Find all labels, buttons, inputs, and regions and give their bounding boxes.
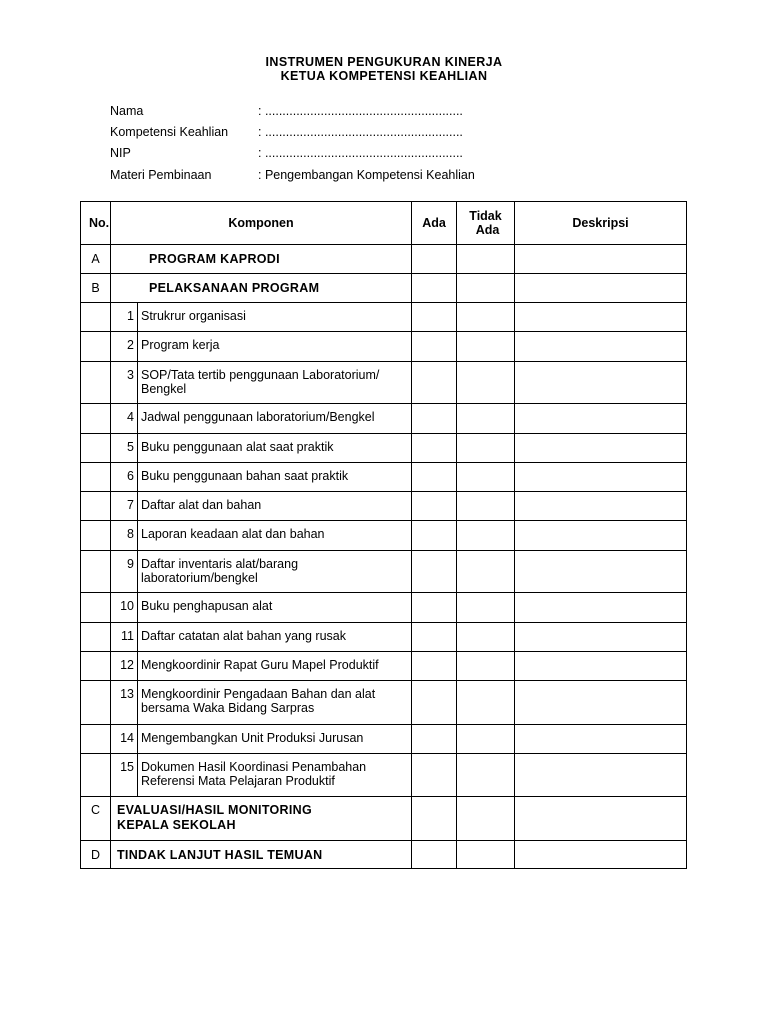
table-row xyxy=(81,303,687,332)
blank-cell xyxy=(81,492,111,521)
ada-cell[interactable] xyxy=(412,681,457,725)
table-row xyxy=(81,593,687,623)
section-letter: A xyxy=(81,245,111,274)
tidak-ada-cell[interactable] xyxy=(457,434,515,463)
item-line1: Buku penghapusan alat xyxy=(141,599,273,613)
header-tidak-ada-line2: Ada xyxy=(475,223,500,237)
item-number: 5 xyxy=(111,434,138,463)
section-letter: D xyxy=(81,841,111,869)
table-row xyxy=(81,652,687,681)
deskripsi-cell[interactable] xyxy=(515,274,687,303)
item-number: 10 xyxy=(111,593,138,623)
item-text xyxy=(138,681,412,725)
item-number: 7 xyxy=(111,492,138,521)
ada-cell[interactable] xyxy=(412,623,457,652)
ada-cell[interactable] xyxy=(412,551,457,593)
info-value: : Pengembangan Kompetensi Keahlian xyxy=(258,168,475,182)
item-line1: Buku penggunaan alat saat praktik xyxy=(141,440,334,454)
deskripsi-cell[interactable] xyxy=(515,434,687,463)
item-line1: Daftar alat dan bahan xyxy=(141,498,262,512)
table-row xyxy=(81,623,687,652)
item-text xyxy=(138,362,412,404)
deskripsi-cell[interactable] xyxy=(515,303,687,332)
table-row xyxy=(81,434,687,463)
ada-cell[interactable] xyxy=(412,492,457,521)
tidak-ada-cell[interactable] xyxy=(457,303,515,332)
item-text xyxy=(138,754,412,797)
section-row-c xyxy=(81,797,687,841)
document-title-line2: KETUA KOMPETENSI KEAHLIAN xyxy=(280,69,488,83)
tidak-ada-cell[interactable] xyxy=(457,797,515,841)
document-title-line1: INSTRUMEN PENGUKURAN KINERJA xyxy=(265,55,503,69)
blank-cell xyxy=(81,551,111,593)
item-number: 1 xyxy=(111,303,138,332)
ada-cell[interactable] xyxy=(412,652,457,681)
item-number: 6 xyxy=(111,463,138,492)
tidak-ada-cell[interactable] xyxy=(457,245,515,274)
tidak-ada-cell[interactable] xyxy=(457,463,515,492)
deskripsi-cell[interactable] xyxy=(515,245,687,274)
item-number: 13 xyxy=(111,681,138,725)
item-number: 9 xyxy=(111,551,138,593)
deskripsi-cell[interactable] xyxy=(515,754,687,797)
blank-cell xyxy=(81,463,111,492)
item-number: 12 xyxy=(111,652,138,681)
item-line1: SOP/Tata tertib penggunaan Laboratorium/ xyxy=(141,368,380,382)
info-value: : ......................................................... xyxy=(258,146,463,160)
item-text xyxy=(138,551,412,593)
blank-cell xyxy=(81,681,111,725)
blank-cell xyxy=(81,303,111,332)
section-label: TINDAK LANJUT HASIL TEMUAN xyxy=(111,841,412,869)
table-row xyxy=(81,681,687,725)
item-line1: Mengkoordinir Pengadaan Bahan dan alat xyxy=(141,687,376,701)
info-label: Kompetensi Keahlian xyxy=(110,125,229,139)
header-deskripsi: Deskripsi xyxy=(515,202,687,245)
blank-cell xyxy=(81,521,111,551)
table-row xyxy=(81,754,687,797)
deskripsi-cell[interactable] xyxy=(515,404,687,434)
ada-cell[interactable] xyxy=(412,303,457,332)
header-tidak-ada xyxy=(457,202,515,245)
item-line1: Program kerja xyxy=(141,338,220,352)
table-row xyxy=(81,362,687,404)
deskripsi-cell[interactable] xyxy=(515,362,687,404)
item-number: 3 xyxy=(111,362,138,404)
deskripsi-cell[interactable] xyxy=(515,492,687,521)
deskripsi-cell[interactable] xyxy=(515,797,687,841)
item-text xyxy=(138,593,412,623)
section-letter: C xyxy=(81,797,111,841)
ada-cell[interactable] xyxy=(412,245,457,274)
assessment-table xyxy=(80,201,687,869)
blank-cell xyxy=(81,362,111,404)
table-row xyxy=(81,463,687,492)
info-label: NIP xyxy=(110,146,131,160)
item-line1: Strukrur organisasi xyxy=(141,309,246,323)
item-number: 11 xyxy=(111,623,138,652)
item-line1: Buku penggunaan bahan saat praktik xyxy=(141,469,349,483)
tidak-ada-cell[interactable] xyxy=(457,754,515,797)
tidak-ada-cell[interactable] xyxy=(457,725,515,754)
deskripsi-cell[interactable] xyxy=(515,593,687,623)
tidak-ada-cell[interactable] xyxy=(457,492,515,521)
blank-cell xyxy=(81,725,111,754)
item-text xyxy=(138,434,412,463)
blank-cell xyxy=(81,652,111,681)
item-line1: Dokumen Hasil Koordinasi Penambahan xyxy=(141,760,367,774)
ada-cell[interactable] xyxy=(412,725,457,754)
section-row-a xyxy=(81,245,687,274)
section-label xyxy=(111,797,412,841)
blank-cell xyxy=(81,623,111,652)
section-letter: B xyxy=(81,274,111,303)
blank-cell xyxy=(81,754,111,797)
info-value: : ......................................................... xyxy=(258,125,463,139)
item-line2: Bengkel xyxy=(141,382,187,396)
tidak-ada-cell[interactable] xyxy=(457,404,515,434)
item-text xyxy=(138,725,412,754)
item-text xyxy=(138,332,412,362)
ada-cell[interactable] xyxy=(412,463,457,492)
ada-cell[interactable] xyxy=(412,841,457,869)
deskripsi-cell[interactable] xyxy=(515,841,687,869)
item-text xyxy=(138,463,412,492)
deskripsi-cell[interactable] xyxy=(515,551,687,593)
ada-cell[interactable] xyxy=(412,593,457,623)
tidak-ada-cell[interactable] xyxy=(457,652,515,681)
item-line1: Mengembangkan Unit Produksi Jurusan xyxy=(141,731,364,745)
item-line2: Referensi Mata Pelajaran Produktif xyxy=(141,774,335,788)
deskripsi-cell[interactable] xyxy=(515,652,687,681)
tidak-ada-cell[interactable] xyxy=(457,681,515,725)
tidak-ada-cell[interactable] xyxy=(457,623,515,652)
deskripsi-cell[interactable] xyxy=(515,681,687,725)
tidak-ada-cell[interactable] xyxy=(457,593,515,623)
section-label: PROGRAM KAPRODI xyxy=(111,245,412,274)
tidak-ada-cell[interactable] xyxy=(457,521,515,551)
header-ada: Ada xyxy=(412,202,457,245)
deskripsi-cell[interactable] xyxy=(515,521,687,551)
ada-cell[interactable] xyxy=(412,404,457,434)
item-line1: Daftar inventaris alat/barang xyxy=(141,557,299,571)
info-label: Nama xyxy=(110,104,144,118)
ada-cell[interactable] xyxy=(412,274,457,303)
section-label-line1: EVALUASI/HASIL MONITORING xyxy=(117,803,313,817)
deskripsi-cell[interactable] xyxy=(515,623,687,652)
ada-cell[interactable] xyxy=(412,332,457,362)
header-komponen: Komponen xyxy=(111,202,412,245)
section-row-d xyxy=(81,841,687,869)
table-row xyxy=(81,492,687,521)
tidak-ada-cell[interactable] xyxy=(457,841,515,869)
section-label-line2: KEPALA SEKOLAH xyxy=(117,818,236,832)
item-line1: Jadwal penggunaan laboratorium/Bengkel xyxy=(141,410,375,424)
ada-cell[interactable] xyxy=(412,754,457,797)
item-line1: Mengkoordinir Rapat Guru Mapel Produktif xyxy=(141,658,379,672)
item-line2: laboratorium/bengkel xyxy=(141,571,258,585)
section-row-b xyxy=(81,274,687,303)
blank-cell xyxy=(81,332,111,362)
blank-cell xyxy=(81,593,111,623)
item-number: 2 xyxy=(111,332,138,362)
info-label: Materi Pembinaan xyxy=(110,168,212,182)
item-line2: bersama Waka Bidang Sarpras xyxy=(141,701,315,715)
info-value: : ......................................................... xyxy=(258,104,463,118)
header-tidak-ada-line1: Tidak xyxy=(469,209,502,223)
item-text xyxy=(138,623,412,652)
ada-cell[interactable] xyxy=(412,521,457,551)
tidak-ada-cell[interactable] xyxy=(457,362,515,404)
tidak-ada-cell[interactable] xyxy=(457,551,515,593)
table-row xyxy=(81,521,687,551)
table-row xyxy=(81,332,687,362)
item-number: 4 xyxy=(111,404,138,434)
item-text xyxy=(138,303,412,332)
item-number: 15 xyxy=(111,754,138,797)
ada-cell[interactable] xyxy=(412,362,457,404)
table-row xyxy=(81,551,687,593)
ada-cell[interactable] xyxy=(412,797,457,841)
item-text xyxy=(138,404,412,434)
deskripsi-cell[interactable] xyxy=(515,725,687,754)
deskripsi-cell[interactable] xyxy=(515,332,687,362)
item-number: 14 xyxy=(111,725,138,754)
table-row xyxy=(81,404,687,434)
table-header-row xyxy=(81,202,687,245)
blank-cell xyxy=(81,434,111,463)
tidak-ada-cell[interactable] xyxy=(457,332,515,362)
item-text xyxy=(138,492,412,521)
item-line1: Daftar catatan alat bahan yang rusak xyxy=(141,629,346,643)
ada-cell[interactable] xyxy=(412,434,457,463)
item-text xyxy=(138,521,412,551)
section-label: PELAKSANAAN PROGRAM xyxy=(111,274,412,303)
header-no: No. xyxy=(81,202,111,245)
blank-cell xyxy=(81,404,111,434)
deskripsi-cell[interactable] xyxy=(515,463,687,492)
tidak-ada-cell[interactable] xyxy=(457,274,515,303)
table-row xyxy=(81,725,687,754)
item-number: 8 xyxy=(111,521,138,551)
item-line1: Laporan keadaan alat dan bahan xyxy=(141,527,325,541)
item-text xyxy=(138,652,412,681)
